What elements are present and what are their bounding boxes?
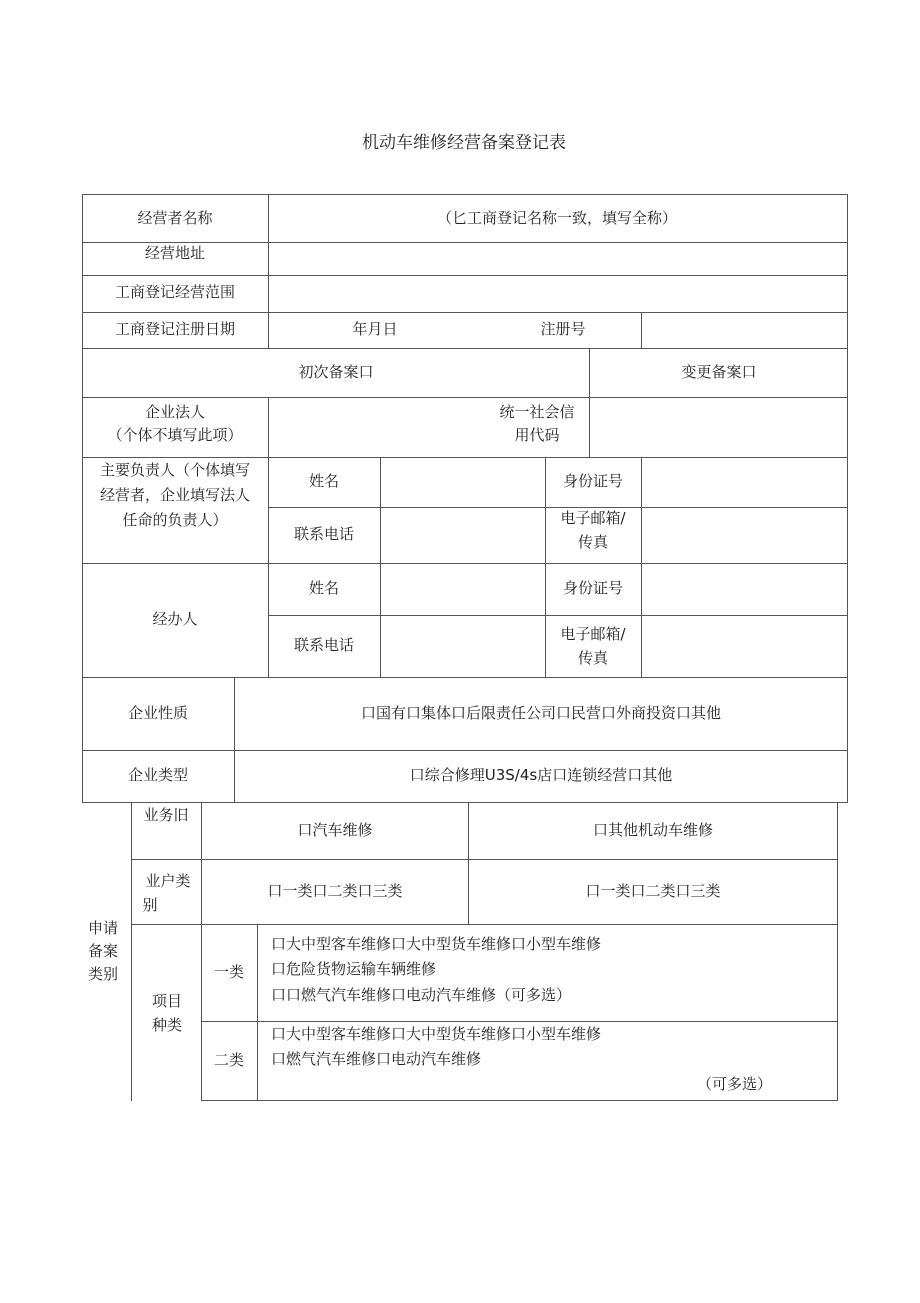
operator-class-label-2: 别 <box>142 896 158 914</box>
business-scope-label: 工商登记经营范围 <box>114 283 236 301</box>
filing-category-label-2: 备案 <box>87 942 119 960</box>
agent-email-label-2: 传真 <box>577 649 609 667</box>
agent-name-label: 姓名 <box>308 579 340 597</box>
credit-code-label-2: 用代码 <box>514 426 560 444</box>
registration-date-label: 工商登记注册日期 <box>114 320 236 338</box>
project-type-label: 项目 <box>151 992 183 1010</box>
principal-id-label: 身份证号 <box>562 472 624 490</box>
agent-id-label: 身份证号 <box>562 579 624 597</box>
filing-category-label-3: 类别 <box>87 965 119 983</box>
credit-code-field[interactable] <box>590 398 847 457</box>
agent-phone-label: 联系电话 <box>293 636 355 654</box>
second-class-note: （可多选） <box>697 1075 773 1093</box>
second-class-options-line-2[interactable]: 口燃气汽车维修口电动汽车维修 <box>271 1050 482 1068</box>
address-label: 经营地址 <box>144 244 206 262</box>
principal-phone-label: 联系电话 <box>293 525 355 543</box>
agent-label: 经办人 <box>152 610 198 628</box>
business-label: 业务旧 <box>143 806 189 824</box>
registration-number-field[interactable] <box>642 313 847 348</box>
principal-email-label-2: 传真 <box>577 533 609 551</box>
auto-repair-checkbox[interactable]: 口汽车维修 <box>297 821 373 839</box>
registration-number-label: 注册号 <box>540 320 586 338</box>
principal-label-2: 经营者，企业填写法人 <box>99 486 251 504</box>
enterprise-type-label: 企业类型 <box>127 766 189 784</box>
first-class-options-line-2[interactable]: 口危险货物运输车辆维修 <box>271 960 437 978</box>
legal-person-label: 企业法人 <box>144 403 206 421</box>
credit-code-label: 统一社会信 <box>499 403 575 421</box>
initial-filing-checkbox[interactable]: 初次备案口 <box>298 363 374 381</box>
change-filing-checkbox[interactable]: 变更备案口 <box>681 363 757 381</box>
principal-label-3: 任命的负责人） <box>122 511 228 529</box>
enterprise-type-options[interactable]: 口综合修理U3S/4s店口连锁经营口其他 <box>409 766 673 784</box>
operator-name-label: 经营者名称 <box>137 209 213 227</box>
page-title: 机动车维修经营备案登记表 <box>362 133 566 153</box>
address-field[interactable] <box>269 243 847 275</box>
operator-class-options-other[interactable]: 口一类口二类口三类 <box>585 882 721 900</box>
operator-class-options-auto[interactable]: 口一类口二类口三类 <box>267 882 403 900</box>
principal-email-label: 电子邮箱/ <box>560 509 626 527</box>
enterprise-nature-label: 企业性质 <box>127 704 189 722</box>
second-class-options-line-1[interactable]: 口大中型客车维修口大中型货车维修口小型车维修 <box>271 1025 602 1043</box>
first-class-label: 一类 <box>213 963 245 981</box>
principal-name-label: 姓名 <box>308 472 340 490</box>
enterprise-nature-options[interactable]: 口国有口集体口后限责任公司口民营口外商投资口其他 <box>360 704 722 722</box>
registration-date-field[interactable]: 年月日 <box>352 320 398 338</box>
project-type-label-2: 种类 <box>151 1016 183 1034</box>
operator-class-label: 业户类 <box>145 872 191 890</box>
operator-name-field[interactable]: （匕工商登记名称一致，填写全称） <box>436 209 678 227</box>
business-scope-field[interactable] <box>269 276 847 312</box>
second-class-label: 二类 <box>213 1051 245 1069</box>
filing-category-label: 申请 <box>87 919 119 937</box>
agent-email-label: 电子邮箱/ <box>560 625 626 643</box>
principal-label: 主要负责人（个体填写 <box>99 461 251 479</box>
other-vehicle-repair-checkbox[interactable]: 口其他机动车维修 <box>592 821 714 839</box>
first-class-options-line-3[interactable]: 口口燃气汽车维修口电动汽车维修（可多选） <box>271 986 572 1004</box>
legal-person-note: （个体不填写此项） <box>107 426 243 444</box>
first-class-options-line-1[interactable]: 口大中型客车维修口大中型货车维修口小型车维修 <box>271 935 602 953</box>
